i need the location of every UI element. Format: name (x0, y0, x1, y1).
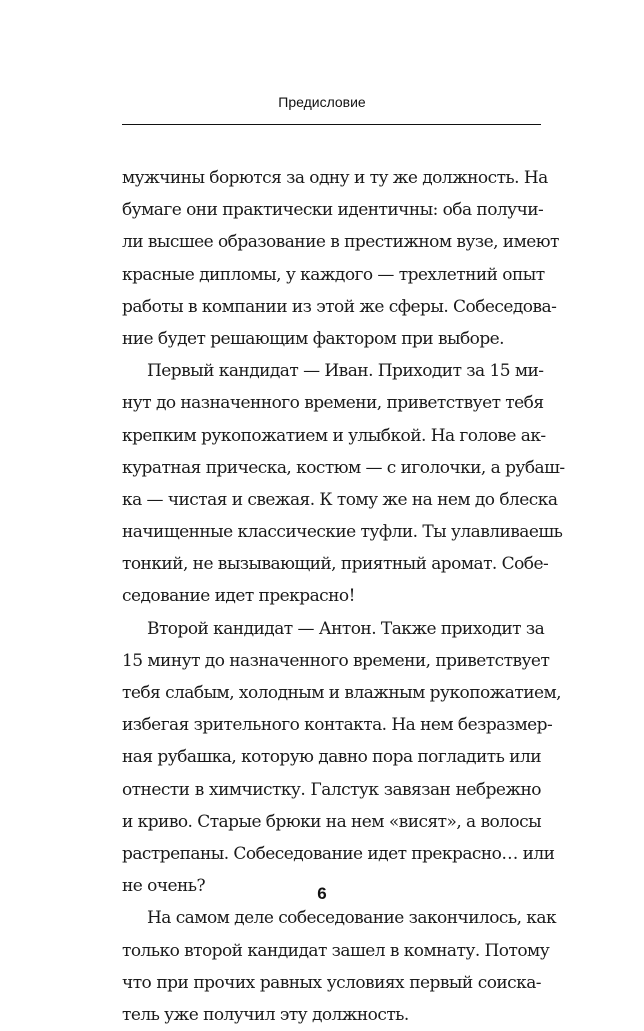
text-line: ли высшее образование в престижном вузе, имеют (122, 232, 559, 253)
text-line: крепким рукопожатием и улыбкой. На голове ак- (122, 425, 546, 446)
text-line: тель уже получил эту должность. (122, 1004, 409, 1025)
text-line: ная рубашка, которую давно пора погладить или (122, 747, 541, 768)
header-rule (122, 124, 541, 125)
text-line: растрепаны. Собеседование идет прекрасно… или (122, 843, 555, 864)
text-line: ние будет решающим фактором при выборе. (122, 328, 505, 349)
text-line: куратная прическа, костюм — с иголочки, а рубаш- (122, 457, 565, 478)
text-line: нут до назначенного времени, приветствует тебя (122, 393, 544, 414)
text-line: избегая зрительного контакта. На нем безразмер- (122, 715, 553, 736)
text-line: 15 минут до назначенного времени, приветствует (122, 650, 550, 671)
page-number: 6 (317, 884, 327, 903)
text-line: тонкий, не вызывающий, приятный аромат. Собе- (122, 554, 549, 575)
text-line: начищенные классические туфли. Ты улавливаешь (122, 522, 563, 543)
text-line: и криво. Старые брюки на нем «висят», а волосы (122, 811, 542, 832)
text-line: мужчины борются за одну и ту же должность. На (122, 168, 548, 188)
text-line: На самом деле собеседование закончилось, как (147, 908, 557, 929)
text-line: не очень? (122, 876, 206, 897)
text-line: тебя слабым, холодным и влажным рукопожатием, (122, 683, 562, 703)
text-line: только второй кандидат зашел в комнату. Потому (122, 940, 550, 961)
text-line: бумаге они практически идентичны: оба получи- (122, 200, 544, 221)
running-title: Предисловие (278, 94, 366, 110)
text-line: седование идет прекрасно! (122, 586, 355, 607)
text-line: работы в компании из этой же сферы. Собеседова- (122, 296, 557, 317)
text-line: красные дипломы, у каждого — трехлетний опыт (122, 264, 545, 285)
text-line: Второй кандидат — Антон. Также приходит за (147, 618, 545, 639)
text-line: Первый кандидат — Иван. Приходит за 15 ми- (147, 361, 544, 382)
text-line: что при прочих равных условиях первый соиска- (122, 972, 541, 993)
text-line: отнести в химчистку. Галстук завязан небрежно (122, 779, 541, 800)
text-line: ка — чистая и свежая. К тому же на нем до блеска (122, 489, 558, 510)
